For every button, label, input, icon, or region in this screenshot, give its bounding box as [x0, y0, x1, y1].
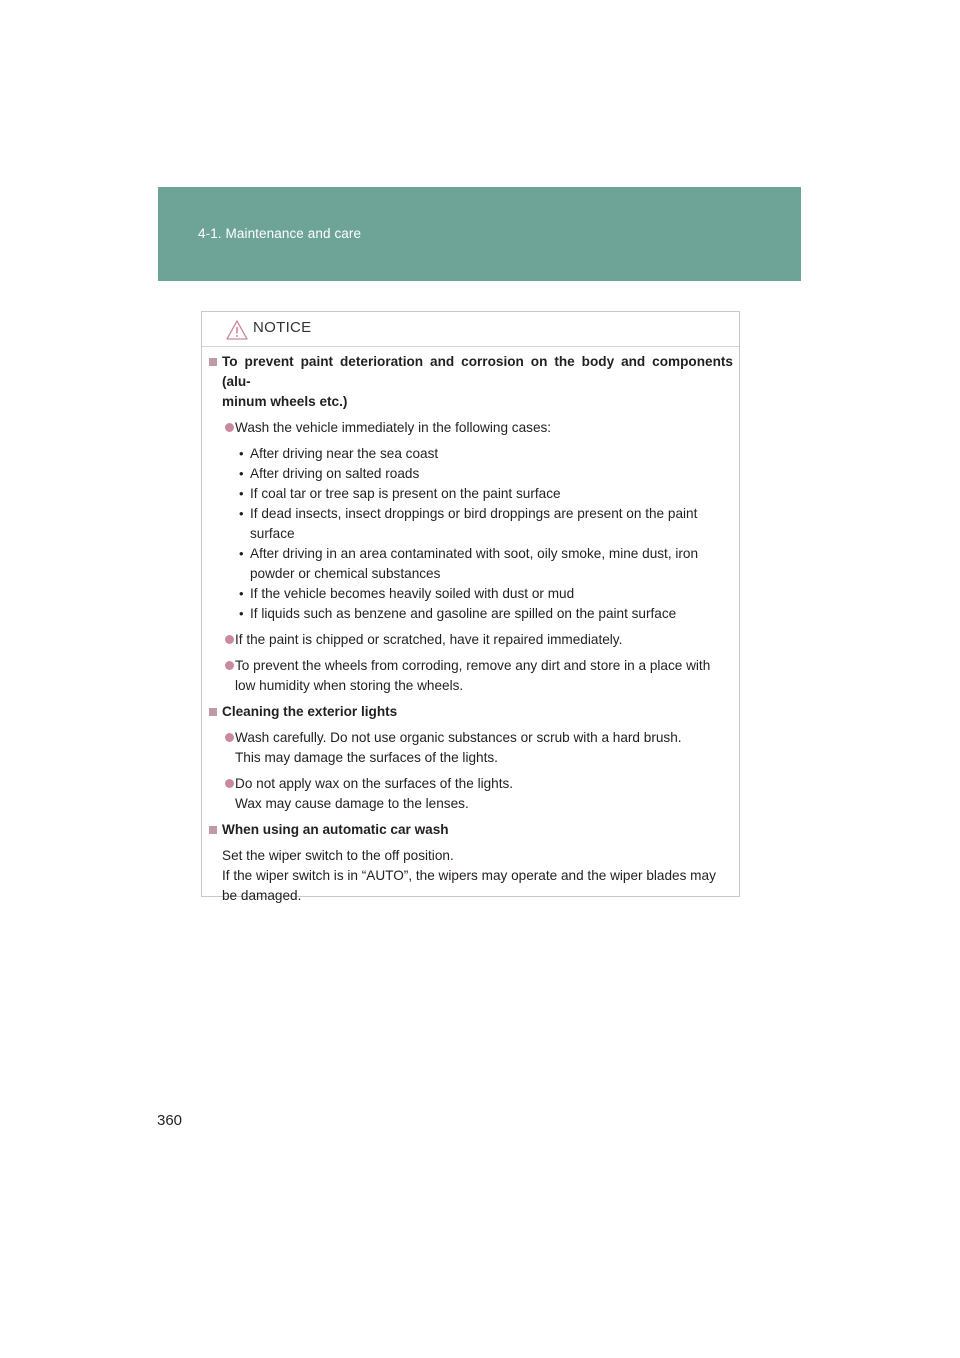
- circle-marker-icon: [225, 661, 234, 670]
- bullet-item: • After driving near the sea coast: [239, 446, 439, 461]
- square-marker-icon: [209, 708, 217, 716]
- circle-marker-icon: [225, 733, 234, 742]
- circle-marker-icon: [225, 635, 234, 644]
- bullet-item: • If coal tar or tree sap is present on the paint surface: [239, 486, 561, 501]
- section-heading: When using an automatic car wash: [209, 820, 733, 840]
- bullet-item: • If the vehicle becomes heavily soiled with dust or mud: [239, 586, 575, 601]
- warning-triangle-icon: [226, 320, 248, 340]
- notice-content: [209, 352, 733, 912]
- notice-box: [201, 311, 740, 903]
- list-item: Do not apply wax on the surfaces of the lights. Wax may cause damage to the lenses.: [209, 774, 733, 814]
- list-item: Wash carefully. Do not use organic substances or scrub with a hard brush. This may damage the surfaces of the lights.: [209, 728, 733, 768]
- bullet-item: • After driving in an area contaminated with soot, oily smoke, mine dust, iron powder or chemical substances: [239, 546, 699, 581]
- bullet-item: • If liquids such as benzene and gasoline are spilled on the paint surface: [239, 606, 677, 621]
- bullet-list: [209, 444, 733, 624]
- section-heading: To prevent paint deterioration and corrosion on the body and components (alu- minum wheels etc.): [209, 352, 733, 412]
- notice-divider: [202, 346, 739, 347]
- list-item: If the paint is chipped or scratched, have it repaired immediately.: [209, 630, 733, 650]
- notice-title: NOTICE: [253, 319, 312, 336]
- bullet-item: • After driving on salted roads: [239, 466, 420, 481]
- paragraph: Set the wiper switch to the off position. If the wiper switch is in “AUTO”, the wipers may operate and the wiper blades may be damaged.: [222, 848, 716, 903]
- circle-marker-icon: [225, 423, 234, 432]
- list-item: To prevent the wheels from corroding, remove any dirt and store in a place with low humidity when storing the wheels.: [209, 656, 733, 696]
- circle-marker-icon: [225, 779, 234, 788]
- section-header-band: [158, 187, 801, 281]
- square-marker-icon: [209, 826, 217, 834]
- square-marker-icon: [209, 358, 217, 366]
- list-item: Wash the vehicle immediately in the following cases:: [209, 418, 733, 438]
- page-number: 360: [157, 1112, 183, 1129]
- section-title: 4-1. Maintenance and care: [198, 226, 362, 241]
- section-heading: Cleaning the exterior lights: [209, 702, 733, 722]
- bullet-item: • If dead insects, insect droppings or bird droppings are present on the paint surface: [239, 506, 698, 541]
